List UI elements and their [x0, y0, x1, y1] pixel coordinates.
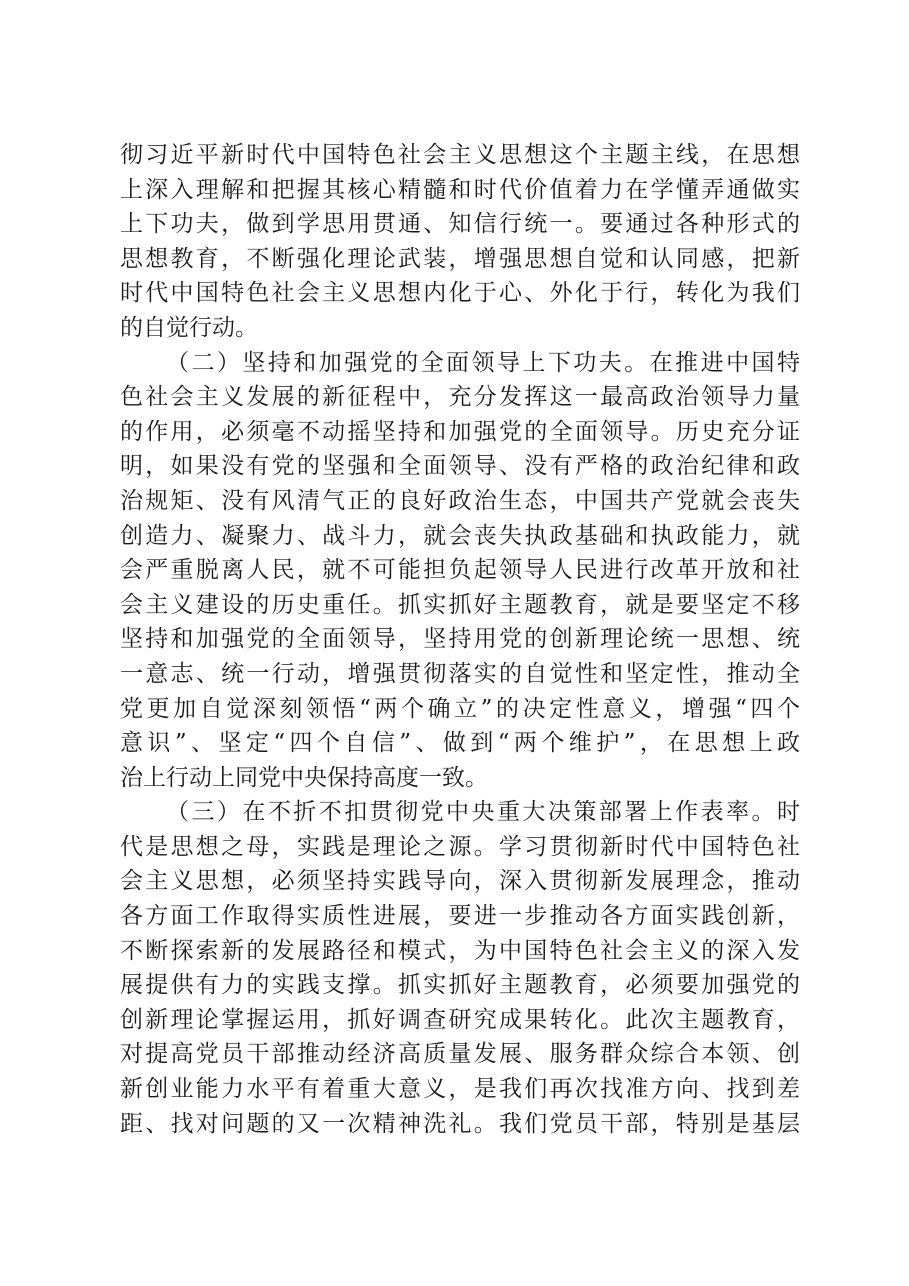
text-line: 会主义建设的历史重任。抓实抓好主题教育，就是要坚定不移 [120, 591, 800, 618]
text-line: 距、找对问题的又一次精神洗礼。我们党员干部，特别是基层 [120, 1110, 800, 1137]
text-line: 对提高党员干部推动经济高质量发展、服务群众综合本领、创 [120, 1041, 800, 1068]
text-line: （三）在不折不扣贯彻党中央重大决策部署上作表率。时 [166, 799, 800, 826]
text-line: 坚持和加强党的全面领导，坚持用党的创新理论统一思想、统 [120, 626, 800, 653]
text-line: 彻习近平新时代中国特色社会主义思想这个主题主线，在思想 [120, 142, 800, 168]
text-line: 一意志、统一行动，增强贯彻落实的自觉性和坚定性，推动全 [120, 660, 800, 687]
text-line: 色社会主义发展的新征程中，充分发挥这一最高政治领导力量 [120, 384, 800, 411]
text-line: 各方面工作取得实质性进展，要进一步推动各方面实践创新， [120, 903, 800, 930]
text-line: 党更加自觉深刻领悟“两个确立”的决定性意义，增强“四个 [120, 695, 800, 722]
text-line: 展提供有力的实践支撑。抓实抓好主题教育，必须要加强党的 [120, 972, 800, 999]
text-line: 意识”、坚定“四个自信”、做到“两个维护”，在思想上政 [120, 730, 800, 757]
paragraph [120, 138, 800, 346]
text-line: 创新理论掌握运用，抓好调查研究成果转化。此次主题教育， [120, 1006, 800, 1033]
text-line: 新创业能力水平有着重大意义，是我们再次找准方向、找到差 [120, 1076, 800, 1103]
text-line: 创造力、凝聚力、战斗力，就会丧失执政基础和执政能力，就 [120, 522, 800, 549]
text-line: （二）坚持和加强党的全面领导上下功夫。在推进中国特 [166, 349, 800, 376]
text-line: 上下功夫，做到学思用贯通、知信行统一。要通过各种形式的 [120, 211, 800, 238]
document-body [120, 138, 800, 1141]
text-line: 会主义思想，必须坚持实践导向，深入贯彻新发展理念，推动 [120, 868, 800, 895]
paragraph [120, 795, 800, 1141]
text-line: 时代中国特色社会主义思想内化于心、外化于行，转化为我们 [120, 280, 800, 307]
text-line: 上深入理解和把握其核心精髓和时代价值着力在学懂弄通做实 [120, 176, 800, 203]
text-line: 会严重脱离人民，就不可能担负起领导人民进行改革开放和社 [120, 557, 800, 584]
text-line: 的作用，必须毫不动摇坚持和加强党的全面领导。历史充分证 [120, 418, 800, 445]
text-line: 治规矩、没有风清气正的良好政治生态，中国共产党就会丧失 [120, 487, 800, 514]
text-line: 治上行动上同党中央保持高度一致。 [120, 764, 488, 791]
text-line: 不断探索新的发展路径和模式，为中国特色社会主义的深入发 [120, 937, 800, 964]
text-line: 思想教育，不断强化理论武装，增强思想自觉和认同感，把新 [120, 245, 800, 272]
text-line: 代是思想之母，实践是理论之源。学习贯彻新时代中国特色社 [120, 833, 800, 860]
paragraph [120, 346, 800, 796]
text-line: 明，如果没有党的坚强和全面领导、没有严格的政治纪律和政 [120, 453, 800, 480]
text-line: 的自觉行动。 [120, 314, 258, 341]
